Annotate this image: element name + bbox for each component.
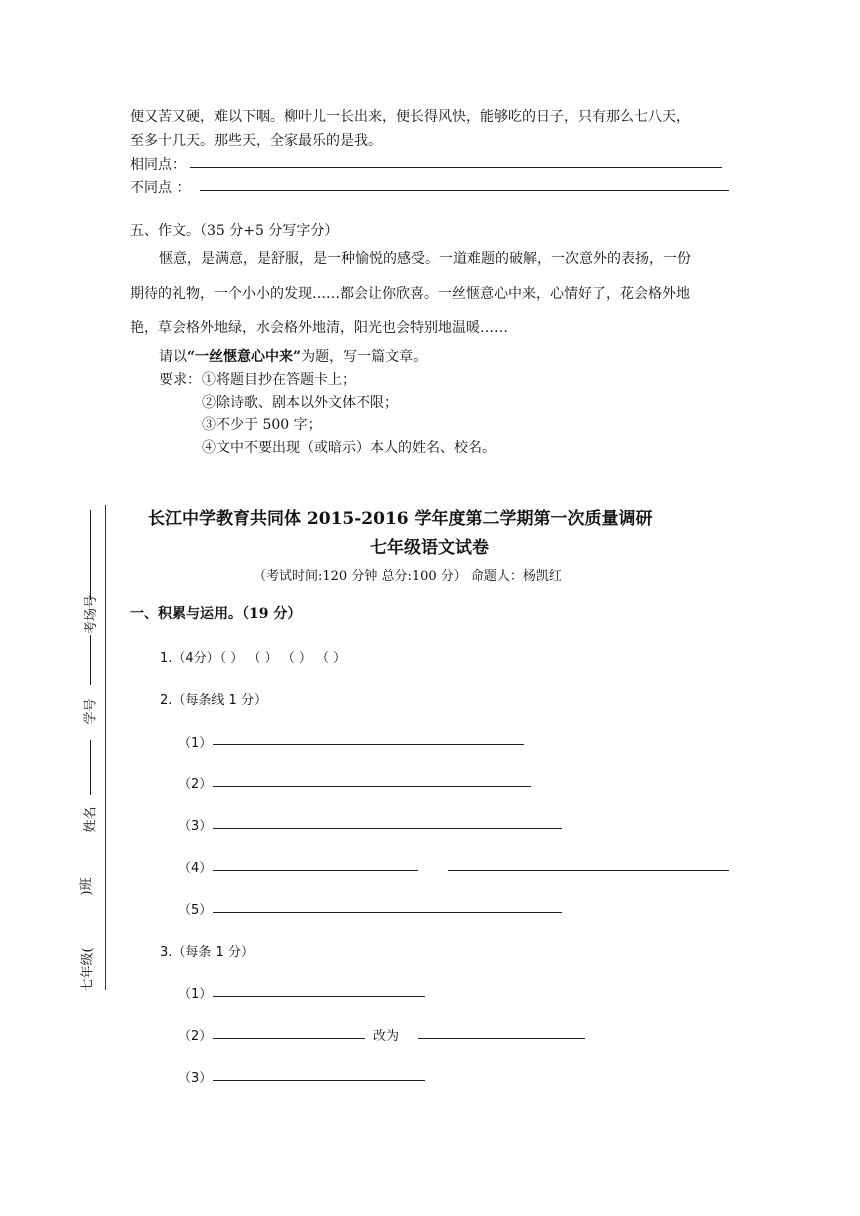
q3-change-label: 改为 bbox=[373, 1029, 400, 1044]
q2-answer-line-4b[interactable] bbox=[448, 870, 729, 871]
essay-para-3: 艳，草会格外地绿，水会格外地清，阳光也会特别地温暖…… bbox=[130, 320, 508, 336]
q2-heading: 2.（每条线 1 分） bbox=[160, 693, 267, 708]
sheet-subtitle: 七年级语文试卷 bbox=[370, 538, 489, 558]
passage-line-2: 至多十几天。那些天，全家最乐的是我。 bbox=[130, 133, 382, 149]
essay-req-2: ②除诗歌、剧本以外文体不限； bbox=[202, 395, 398, 411]
essay-prompt bbox=[159, 346, 427, 366]
exam-room-fill-line[interactable] bbox=[90, 510, 91, 600]
name-label: 姓名 bbox=[83, 806, 99, 833]
q3-item-3: （3） bbox=[178, 1071, 213, 1086]
essay-heading: 五、作文。（35 分+5 分写字分） bbox=[130, 223, 339, 239]
student-no-fill-line[interactable] bbox=[90, 635, 91, 685]
q3-item-2: （2） bbox=[178, 1029, 213, 1044]
q3-heading: 3.（每条 1 分） bbox=[160, 945, 254, 960]
q3-answer-line-2a[interactable] bbox=[213, 1038, 365, 1039]
q3-answer-line-3[interactable] bbox=[213, 1080, 425, 1081]
name-fill-line[interactable] bbox=[90, 740, 91, 795]
q2-item-5: （5） bbox=[178, 903, 213, 918]
essay-req-3: ③不少于 500 字； bbox=[202, 417, 322, 433]
q2-answer-line-5[interactable] bbox=[213, 912, 562, 913]
q2-item-1: （1） bbox=[178, 736, 213, 751]
same-point-label: 相同点： bbox=[130, 157, 186, 173]
essay-para-1: 惬意，是满意，是舒服，是一种愉悦的感受。一道难题的破解，一次意外的表扬，一份 bbox=[159, 251, 691, 267]
exam-room-label: 考场号 bbox=[84, 594, 100, 635]
sheet-title: 长江中学教育共同体 2015-2016 学年度第二学期第一次质量调研 bbox=[148, 509, 653, 529]
same-point-answer-line[interactable] bbox=[190, 167, 722, 168]
passage-line-1: 便又苦又硬，难以下咽。柳叶儿一长出来，便长得风快，能够吃的日子，只有那么七八天， bbox=[130, 109, 690, 125]
essay-prompt-post: 为题，写一篇文章。 bbox=[301, 349, 428, 365]
q2-item-2: （2） bbox=[178, 777, 213, 792]
q2-answer-line-3[interactable] bbox=[213, 828, 562, 829]
q2-item-3: （3） bbox=[178, 819, 213, 834]
essay-req-4: ④文中不要出现（或暗示）本人的姓名、校名。 bbox=[202, 440, 496, 456]
grade-label: 七年级( bbox=[80, 947, 96, 992]
student-no-label: 学号 bbox=[83, 698, 99, 725]
diff-point-answer-line[interactable] bbox=[200, 190, 729, 191]
q3-answer-line-1[interactable] bbox=[213, 996, 425, 997]
q2-answer-line-2[interactable] bbox=[213, 786, 531, 787]
essay-prompt-title: “一丝惬意心中来” bbox=[187, 349, 302, 365]
q2-answer-line-4a[interactable] bbox=[213, 870, 418, 871]
q3-item-1: （1） bbox=[178, 987, 213, 1002]
diff-point-label: 不同点 ： bbox=[130, 180, 191, 196]
q1-line: 1.（4分）（ ） （ ） （ ） （ ） bbox=[160, 651, 347, 666]
sheet-info: （考试时间:120 分钟 总分:100 分） 命题人：杨凯红 bbox=[253, 569, 562, 584]
essay-para-2: 期待的礼物，一个小小的发现……都会让你欣喜。一丝惬意心中来，心情好了，花会格外地 bbox=[130, 286, 690, 302]
q2-answer-line-1[interactable] bbox=[213, 744, 524, 745]
section-1-heading: 一、积累与运用。（19 分） bbox=[130, 606, 302, 622]
q2-item-4: （4） bbox=[178, 861, 213, 876]
q3-answer-line-2b[interactable] bbox=[418, 1038, 585, 1039]
essay-req-label: 要求： bbox=[159, 372, 201, 388]
binding-line bbox=[105, 505, 106, 990]
class-label: )班 bbox=[79, 877, 95, 896]
essay-req-1: ①将题目抄在答题卡上； bbox=[202, 372, 356, 388]
essay-prompt-pre: 请以 bbox=[159, 349, 187, 365]
